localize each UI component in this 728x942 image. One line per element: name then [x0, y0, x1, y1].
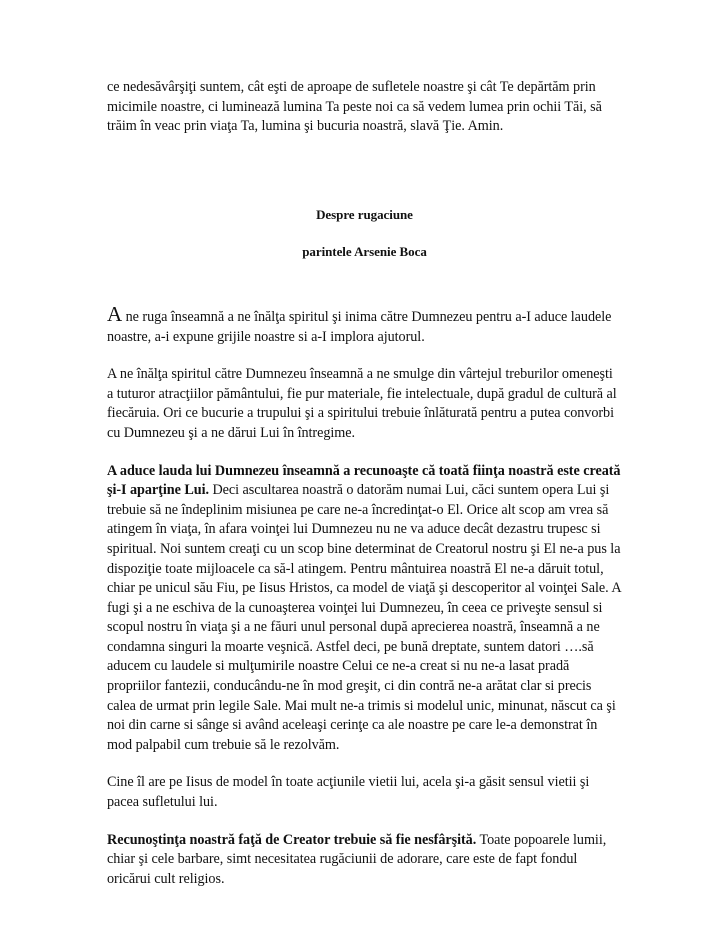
- paragraph-1: [107, 301, 622, 347]
- drop-cap-letter: A: [107, 301, 123, 326]
- spacer: [107, 755, 622, 773]
- paragraph-5-bold-lead: Recunoştinţa noastră faţă de Creator trebuie să fie nesfârşită.: [107, 831, 477, 848]
- spacer: [107, 137, 622, 205]
- paragraph-2: A ne înălţa spiritul către Dumnezeu înseamnă a ne smulge din vârtejul treburilor omeneşti a tuturor atracţiilor pământului, fie pur materiale, fie intelectuale, după gradul de cultură al fiecăruia. Ori ce bucurie a trupului şi a spiritului trebuie înlăturată pentru a putea convorbi cu Dumnezeu şi a ne dărui Lui în întregime.: [107, 366, 617, 441]
- paragraph-3: [107, 462, 622, 756]
- paragraph-4: Cine îl are pe Iisus de model în toate acţiunile vietii lui, acela şi-a găsit sensul vietii şi pacea sufletului lui.: [107, 774, 590, 811]
- paragraph-1-text: ne ruga înseamnă a ne înălţa spiritul şi inima către Dumnezeu pentru a-I aduce laudele noastre, a-i expune grijile noastre si a-I implora ajutorul.: [107, 308, 612, 345]
- spacer: [107, 347, 622, 365]
- paragraph-5: [107, 831, 622, 890]
- spacer: [107, 813, 622, 831]
- paragraph-3-text: Deci ascultarea noastră o datorăm numai Lui, căci suntem opera Lui şi trebuie să ne îndeplinim misiunea pe care ne-a încredinţat-o El. Orice alt scop am vrea să atingem în viaţa, în afara voinţei lui Dumnezeu nu ne va aduce decât dezastru trupesc si spiritual. Noi suntem creaţi cu un scop bine determinat de Creatorul nostru şi El ne-a pus la dispoziţie toate mijloacele ca să-l atingem. Pentru mântuirea noastră El ne-a dăruit totul, chiar pe unicul său Fiu, pe Iisus Hristos, ca model de viaţă şi descoperitor al voinţei Sale. A fugi şi a ne eschiva de la cunoaşterea voinţei lui Dumnezeu, în ceea ce priveşte sensul si scopul nostru în viaţa şi a ne făuri unul personal după aprecierea noastră, înseamnă a ne condamna singuri la moarte veşnică. Astfel deci, pe bună dreptate, suntem datori ….să aducem cu laudele si mulţumirile noastre Celui ce ne-a creat si nu ne-a lasat pradă propriilor fantezii, conducându-ne în mod greşit, ci din contră ne-a arătat clar si precis calea de urmat prin legile Sale. Mai mult ne-a trimis si modelul unic, minunat, născut ca şi noi din carne si sânge si având aceleaşi cerinţe ca ale noastre pe care le-a demonstrat în mod palpabil cum trebuie să le rezolvăm.: [107, 482, 621, 753]
- spacer: [107, 444, 622, 462]
- intro-paragraph: ce nedesăvârşiţi suntem, cât eşti de aproape de sufletele noastre şi cât Te depărtăm prin micimile noastre, ci luminează lumina Ta peste noi ca să vedem lumea prin ochii Tăi, să trăim în veac prin viaţa Ta, lumina şi bucuria noastră, slavă Ţie. Amin.: [107, 79, 602, 135]
- document-author: parintele Arsenie Boca: [302, 244, 427, 260]
- spacer: [107, 262, 622, 305]
- page-content: [107, 78, 622, 889]
- paragraph-3-bold-lead: A aduce lauda lui Dumnezeu înseamnă a recunoaşte că toată fiinţa noastră este creată şi-I aparţine Lui.: [107, 462, 621, 499]
- paragraph-5-text: Toate popoarele lumii, chiar şi cele barbare, simt necesitatea rugăciunii de adorare, care este de fapt fondul oricărui cult religios.: [107, 831, 607, 887]
- document-title: Despre rugaciune: [316, 206, 413, 222]
